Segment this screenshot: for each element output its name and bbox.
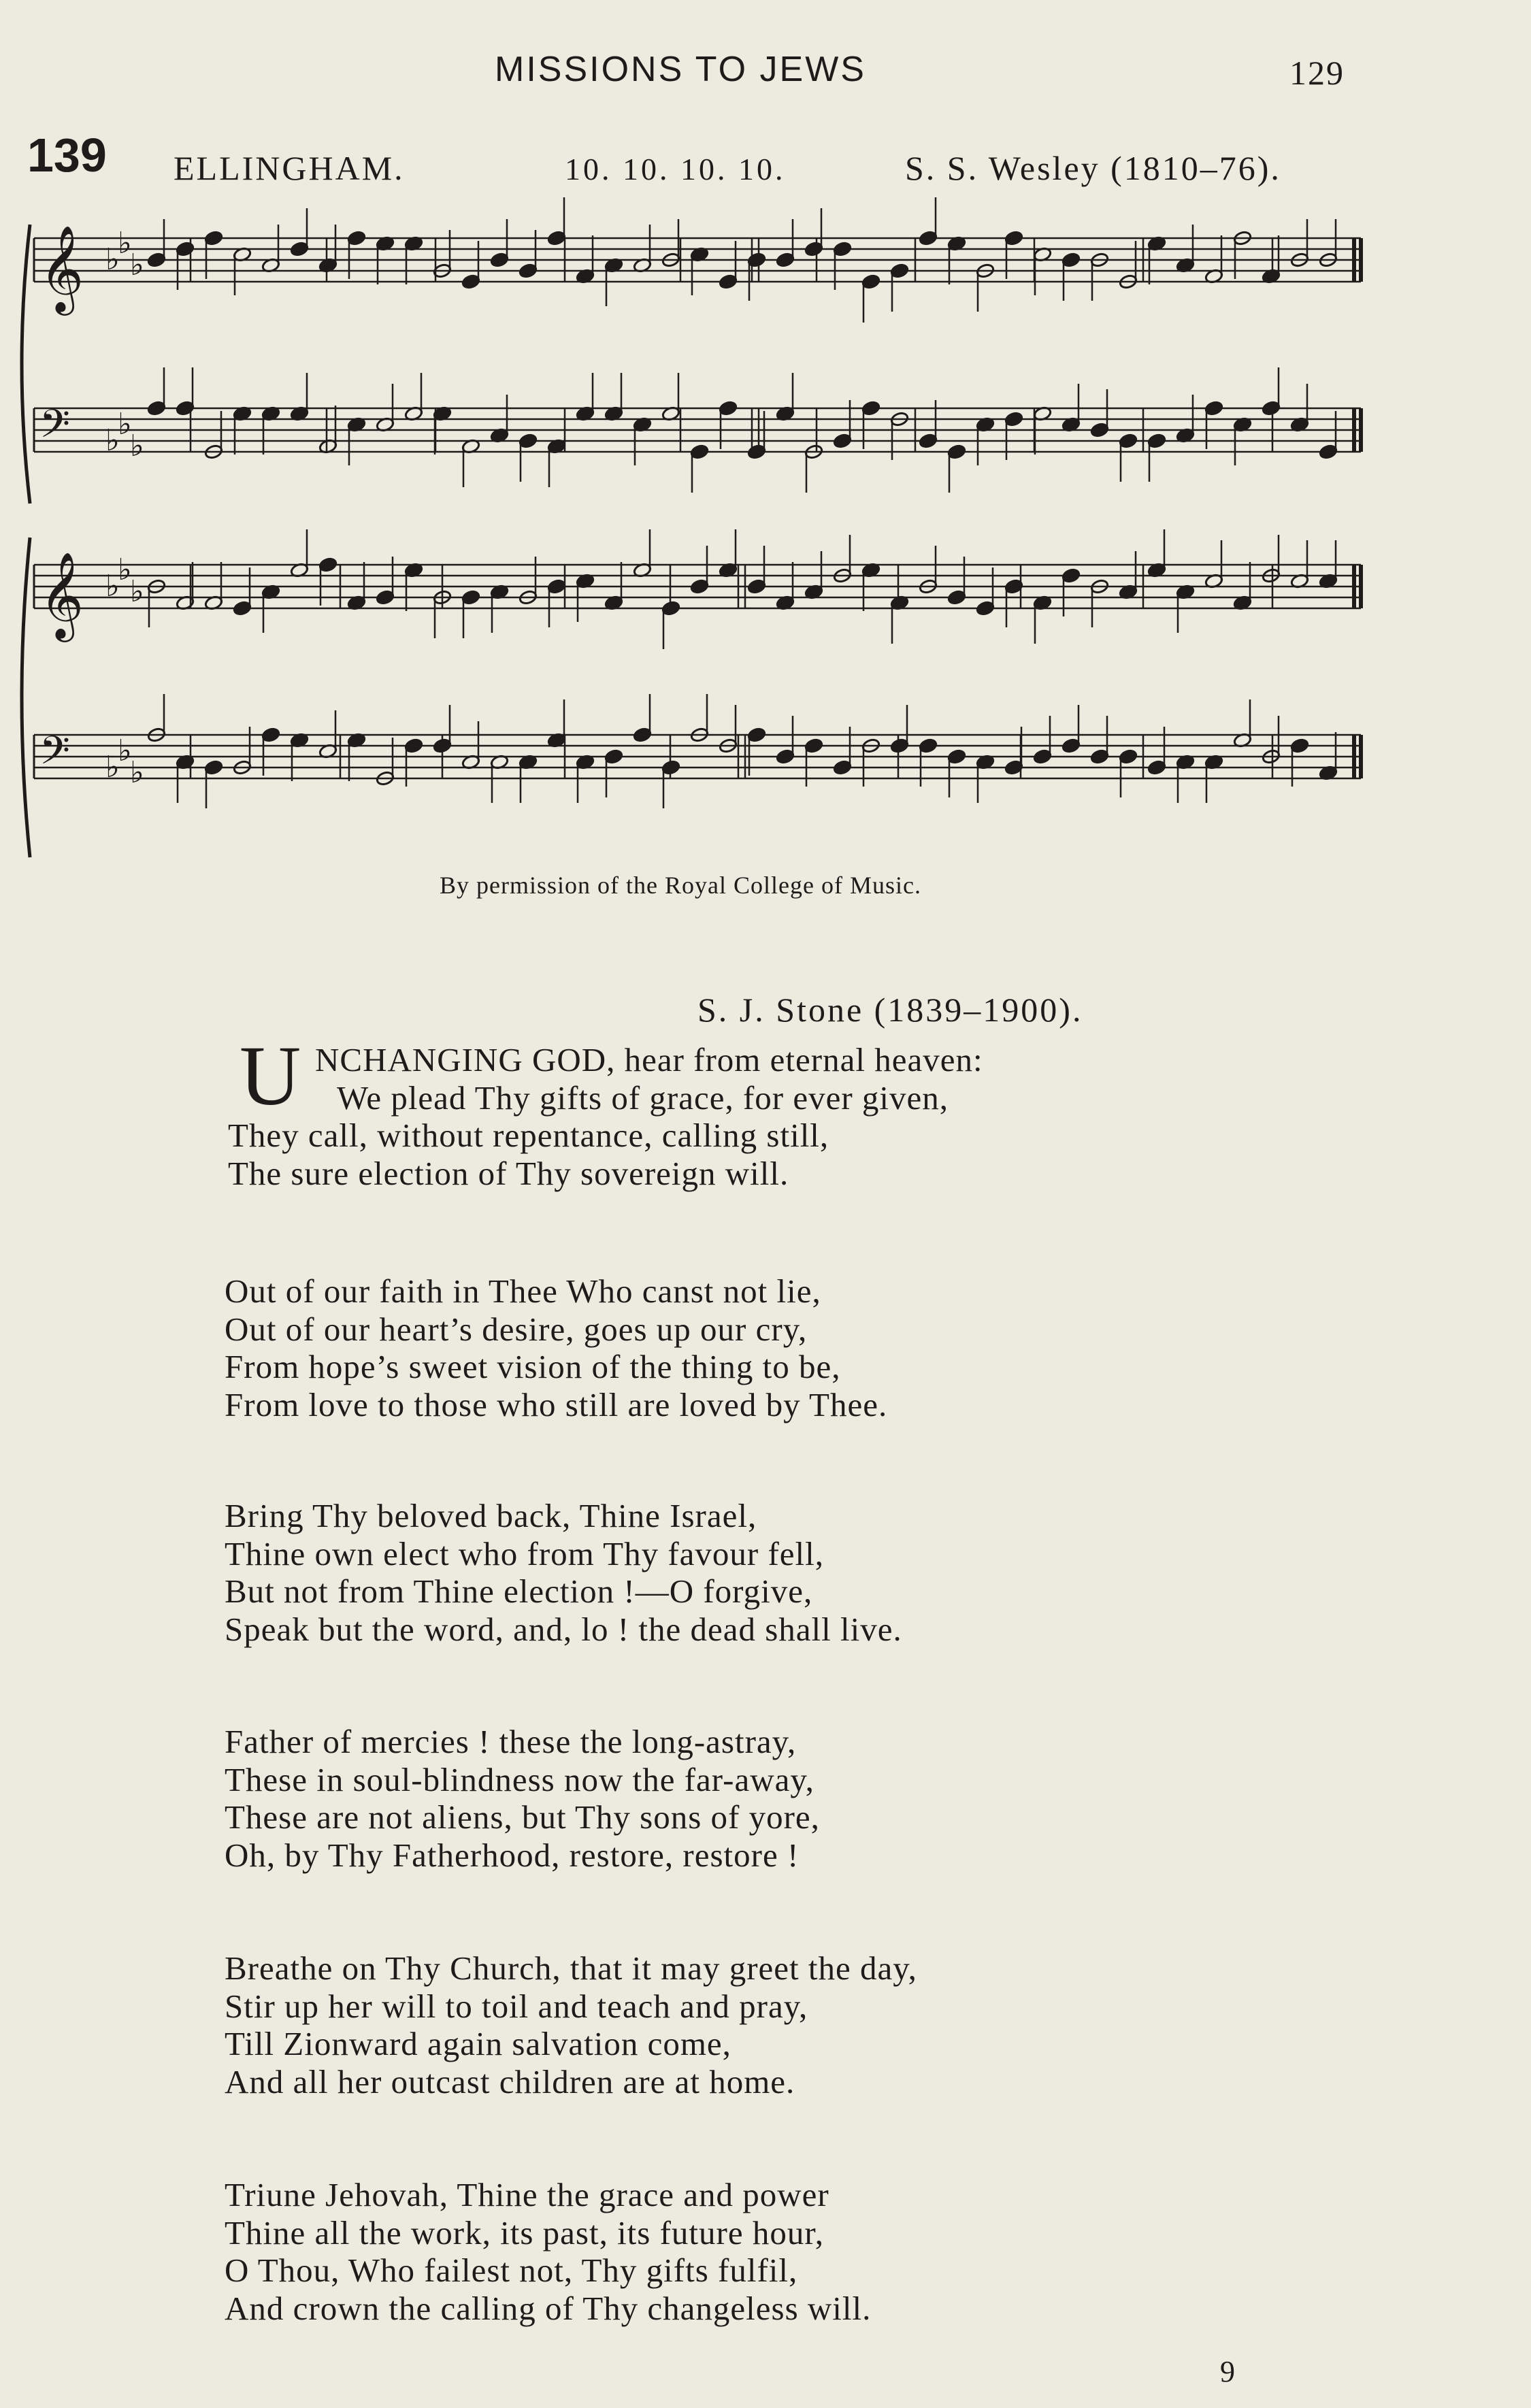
flat-icon: ♭ — [105, 242, 120, 277]
verse-line: Stir up her will to toil and teach and pray, — [225, 1987, 808, 2025]
treble-clef-icon: 𝄞 — [39, 225, 84, 312]
verse-line: And all her outcast children are at home. — [225, 2062, 795, 2100]
flat-icon: ♭ — [118, 407, 132, 442]
bass-clef-icon: 𝄢 — [39, 401, 71, 457]
music-score — [0, 184, 1388, 864]
verse-5 — [225, 1949, 917, 2100]
flat-icon: ♭ — [105, 750, 120, 785]
meter: 10. 10. 10. 10. — [565, 152, 786, 186]
verse-line: We plead Thy gifts of grace, for ever given, — [337, 1078, 949, 1117]
system-brace — [22, 538, 30, 857]
hymn-number: 139 — [27, 129, 107, 182]
verse-line: NCHANGING GOD, hear from eternal heaven: — [315, 1041, 983, 1078]
verse-line: From love to those who still are loved by Thee. — [225, 1385, 888, 1423]
tune-name: ELLINGHAM. — [174, 149, 405, 187]
verse-line: Triune Jehovah, Thine the grace and power — [225, 2176, 829, 2213]
flat-icon: ♭ — [105, 423, 120, 458]
verse-line: Thine own elect who from Thy favour fell, — [225, 1534, 825, 1572]
system-brace — [22, 225, 30, 504]
flat-icon: ♭ — [118, 552, 132, 587]
verse-line: Breathe on Thy Church, that it may greet the day, — [225, 1949, 917, 1987]
verse-line: Out of our heart’s desire, goes up our cry, — [225, 1310, 808, 1348]
signature-mark: 9 — [1220, 2355, 1235, 2388]
verse-line: Father of mercies ! these the long-astray, — [225, 1723, 797, 1760]
verse-line: And crown the calling of Thy changeless will. — [225, 2289, 872, 2327]
verse-3 — [225, 1497, 902, 1648]
verse-6 — [225, 2176, 871, 2327]
flat-icon: ♭ — [118, 733, 132, 768]
composer: S. S. Wesley (1810–76). — [905, 149, 1281, 187]
permission-note: By permission of the Royal College of Music. — [440, 872, 921, 899]
verse-2 — [225, 1272, 887, 1423]
verse-line: O Thou, Who failest not, Thy gifts fulfil, — [225, 2252, 798, 2289]
verse-line: The sure election of Thy sovereign will. — [228, 1154, 789, 1192]
bass-clef-icon: 𝄢 — [39, 727, 71, 783]
treble-clef-icon: 𝄞 — [39, 551, 84, 638]
running-header: MISSIONS TO JEWS — [495, 50, 866, 89]
flat-icon: ♭ — [130, 248, 144, 282]
flat-icon: ♭ — [130, 755, 144, 790]
flat-icon: ♭ — [105, 569, 120, 604]
flat-icon: ♭ — [130, 574, 144, 609]
verse-line: They call, without repentance, calling still, — [228, 1117, 829, 1154]
verse-line: From hope’s sweet vision of the thing to be, — [225, 1348, 841, 1385]
verse-line: But not from Thine election !—O forgive, — [225, 1572, 813, 1610]
flat-icon: ♭ — [118, 226, 132, 261]
verse-line: Oh, by Thy Fatherhood, restore, restore ! — [225, 1836, 800, 1874]
drop-cap: U — [240, 1029, 301, 1123]
verse-line: Speak but the word, and, lo ! the dead shall live. — [225, 1610, 902, 1648]
verse-line: Bring Thy beloved back, Thine Israel, — [225, 1497, 757, 1534]
verse-line: These are not aliens, but Thy sons of yore, — [225, 1798, 820, 1836]
verse-line: Till Zionward again salvation come, — [225, 2025, 731, 2062]
verse-4 — [225, 1723, 820, 1874]
hymn-author: S. J. Stone (1839–1900). — [697, 991, 1083, 1029]
verse-line: Out of our faith in Thee Who canst not lie, — [225, 1272, 821, 1310]
verse-line: Thine all the work, its past, its future hour, — [225, 2213, 824, 2252]
flat-icon: ♭ — [130, 429, 144, 463]
page-number: 129 — [1289, 54, 1345, 92]
verse-line: These in soul-blindness now the far-away, — [225, 1760, 814, 1798]
verse-1 — [228, 1041, 983, 1192]
